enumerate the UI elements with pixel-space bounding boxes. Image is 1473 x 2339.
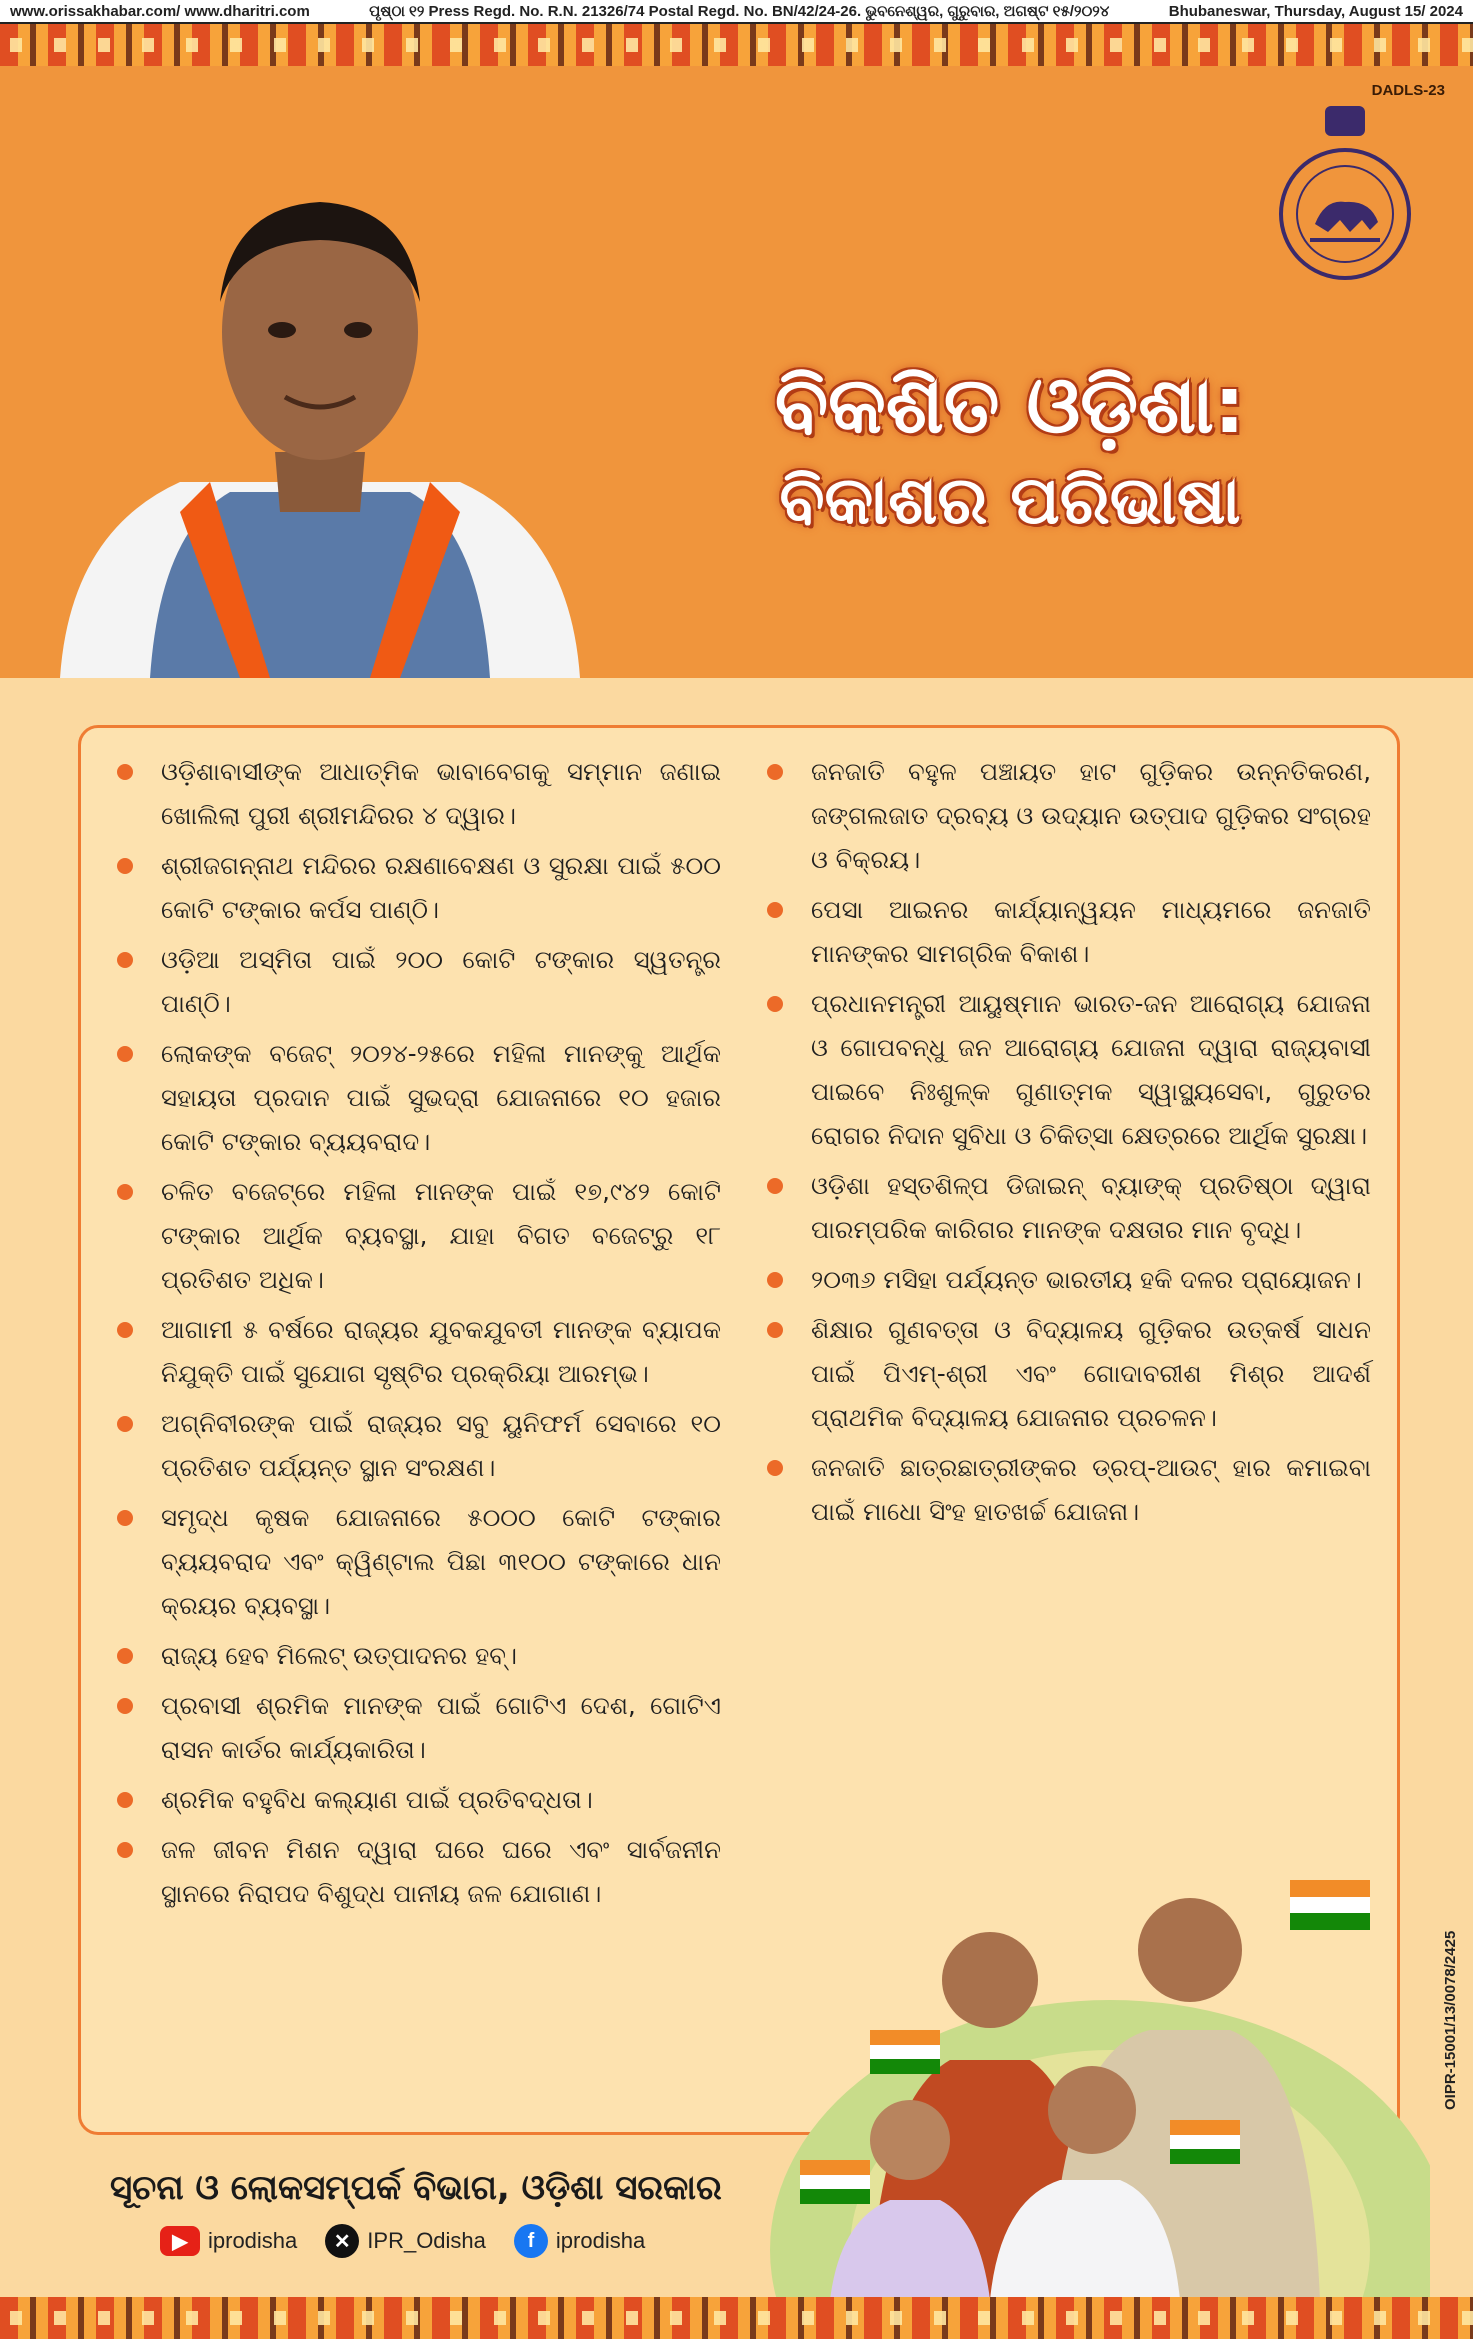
youtube-handle: iprodisha xyxy=(208,2228,298,2253)
bullet-point: ଅଗ୍ନିବୀରଙ୍କ ପାଇଁ ରାଜ୍ୟର ସବୁ ୟୁନିଫର୍ମ ସେବାରେ ୧୦ ପ୍ରତିଶତ ପର୍ଯ୍ୟନ୍ତ ସ୍ଥାନ ସଂରକ୍ଷଣ। xyxy=(111,1402,721,1490)
bullet-point: ଚଳିତ ବଜେଟ୍‌ରେ ମହିଳା ମାନଙ୍କ ପାଇଁ ୧୭,୯୪୨ କୋଟି ଟଙ୍କାର ଆର୍ଥିକ ବ୍ୟବସ୍ଥା, ଯାହା ବିଗତ ବଜେଟ୍‌ରୁ ୧୮ ପ୍ରତିଶତ ଅଧିକ। xyxy=(111,1170,721,1302)
bullet-point: ଜନଜାତି ଛାତ୍ରଛାତ୍ରୀଙ୍କର ଡ୍ରପ୍-ଆଉଟ୍ ହାର କମାଇବା ପାଇଁ ମାଧୋ ସିଂହ ହାତଖର୍ଚ୍ଚ ଯୋଜନା। xyxy=(761,1446,1371,1534)
social-handles xyxy=(160,2224,645,2258)
left-points-list xyxy=(111,750,721,1916)
bullet-point: ରାଜ୍ୟ ହେବ ମିଲେଟ୍ ଉତ୍ପାଦନର ହବ୍। xyxy=(111,1634,721,1678)
left-column xyxy=(111,750,721,1922)
decorative-border-bottom xyxy=(0,2297,1473,2339)
facebook-link[interactable] xyxy=(514,2224,645,2258)
bullet-point: ଓଡ଼ିଆ ଅସ୍ମିତା ପାଇଁ ୨୦୦ କୋଟି ଟଙ୍କାର ସ୍ୱତନ୍ତ୍ର ପାଣ୍ଠି। xyxy=(111,938,721,1026)
facebook-handle: iprodisha xyxy=(555,2228,646,2253)
flag-1 xyxy=(1290,1880,1370,1930)
flag-4 xyxy=(800,2160,870,2204)
bullet-point: ଓଡ଼ିଶା ହସ୍ତଶିଳ୍ପ ଡିଜାଇନ୍ ବ୍ୟାଙ୍କ୍ ପ୍ରତିଷ୍ଠା ଦ୍ୱାରା ପାରମ୍ପରିକ କାରିଗର ମାନଙ୍କ ଦକ୍ଷତାର ମାନ ବୃଦ୍ଧି। xyxy=(761,1164,1371,1252)
headline xyxy=(600,356,1420,546)
flag-2 xyxy=(870,2030,940,2074)
youtube-link[interactable] xyxy=(160,2226,297,2256)
bullet-point: ଜନଜାତି ବହୁଳ ପଞ୍ଚାୟତ ହାଟ ଗୁଡ଼ିକର ଉନ୍ନତିକରଣ, ଜଙ୍ଗଲଜାତ ଦ୍ରବ୍ୟ ଓ ଉଦ୍ୟାନ ଉତ୍ପାଦ ଗୁଡ଼ିକର ସଂଗ୍ରହ ଓ ବିକ୍ରୟ। xyxy=(761,750,1371,882)
bullet-point: ଶ୍ରୀଜଗନ୍ନାଥ ମନ୍ଦିରର ରକ୍ଷଣାବେକ୍ଷଣ ଓ ସୁରକ୍ଷା ପାଇଁ ୫୦୦ କୋଟି ଟଙ୍କାର କର୍ପସ ପାଣ୍ଠି। xyxy=(111,844,721,932)
masthead-date: Bhubaneswar, Thursday, August 15/ 2024 xyxy=(1168,2,1463,20)
right-column xyxy=(761,750,1371,1540)
bullet-point: ସମୃଦ୍ଧ କୃଷକ ଯୋଜନାରେ ୫୦୦୦ କୋଟି ଟଙ୍କାର ବ୍ୟୟବରାଦ ଏବଂ କ୍ୱିଣ୍ଟାଲ ପିଛା ୩୧୦୦ ଟଙ୍କାରେ ଧାନ କ୍ରୟର ବ୍ୟବସ୍ଥା। xyxy=(111,1496,721,1628)
bullet-point: ଶ୍ରମିକ ବହୁବିଧ କଲ୍ୟାଣ ପାଇଁ ପ୍ରତିବଦ୍ଧତା। xyxy=(111,1778,721,1822)
masthead-websites: www.orissakhabar.com/ www.dharitri.com xyxy=(10,2,310,20)
youtube-icon: ▶ xyxy=(160,2226,200,2256)
right-points-list xyxy=(761,750,1371,1534)
headline-line-2: ବିକାଶର ପରିଭାଷା xyxy=(779,462,1241,539)
family-with-flags-image xyxy=(770,1780,1430,2300)
x-handle: IPR_Odisha xyxy=(367,2228,486,2253)
bullet-point: ଶିକ୍ଷାର ଗୁଣବତ୍ତା ଓ ବିଦ୍ୟାଳୟ ଗୁଡ଼ିକର ଉତ୍କର୍ଷ ସାଧନ ପାଇଁ ପିଏମ୍-ଶ୍ରୀ ଏବଂ ଗୋଦାବରୀଶ ମିଶ୍ର ଆଦର୍ଶ ପ୍ରାଥମିକ ବିଦ୍ୟାଳୟ ଯୋଜନାର ପ୍ରଚଳନ। xyxy=(761,1308,1371,1440)
odisha-emblem-icon xyxy=(1270,104,1420,284)
bullet-point: ଓଡ଼ିଶାବାସୀଙ୍କ ଆଧାତ୍ମିକ ଭାବାବେଗକୁ ସମ୍ମାନ ଜଣାଇ ଖୋଲିଲା ପୁରୀ ଶ୍ରୀମନ୍ଦିରର ୪ ଦ୍ୱାର। xyxy=(111,750,721,838)
bullet-point: ଜଳ ଜୀବନ ମିଶନ ଦ୍ୱାରା ଘରେ ଘରେ ଏବଂ ସାର୍ବଜନୀନ ସ୍ଥାନରେ ନିରାପଦ ବିଶୁଦ୍ଧ ପାନୀୟ ଜଳ ଯୋଗାଣ। xyxy=(111,1828,721,1916)
x-link[interactable] xyxy=(325,2224,486,2258)
chief-minister-portrait xyxy=(60,152,580,678)
x-icon: ✕ xyxy=(325,2224,359,2258)
headline-line-1: ବିକଶିତ ଓଡ଼ିଶା: xyxy=(774,361,1246,451)
ad-code: DADLS-23 xyxy=(1371,82,1445,99)
decorative-border-top xyxy=(0,24,1473,66)
bullet-point: ପ୍ରଧାନମନ୍ତ୍ରୀ ଆୟୁଷ୍ମାନ ଭାରତ-ଜନ ଆରୋଗ୍ୟ ଯୋଜନା ଓ ଗୋପବନ୍ଧୁ ଜନ ଆରୋଗ୍ୟ ଯୋଜନା ଦ୍ୱାରା ରାଜ୍ୟବାସୀ ପାଇବେ ନିଃଶୁଳ୍କ ଗୁଣାତ୍ମକ ସ୍ୱାସ୍ଥ୍ୟସେବା, ଗୁରୁତର ରୋଗର ନିଦାନ ସୁବିଧା ଓ ଚିକିତ୍ସା କ୍ଷେତ୍ରରେ ଆର୍ଥିକ ସୁରକ୍ଷା। xyxy=(761,982,1371,1158)
bullet-point: ପ୍ରବାସୀ ଶ୍ରମିକ ମାନଙ୍କ ପାଇଁ ଗୋଟିଏ ଦେଶ, ଗୋଟିଏ ରାସନ କାର୍ଡର କାର୍ଯ୍ୟକାରିତା। xyxy=(111,1684,721,1772)
bullet-point: ୨୦୩୬ ମସିହା ପର୍ଯ୍ୟନ୍ତ ଭାରତୀୟ ହକି ଦଳର ପ୍ରାୟୋଜନ। xyxy=(761,1258,1371,1302)
masthead-registration: ପୃଷ୍ଠା ୧୨ Press Regd. No. R.N. 21326/74 Postal Regd. No. BN/42/24-26. ଭୁବନେଶ୍ୱର, ଗୁରୁବାର, ଅଗଷ୍ଟ ୧୫/୨୦୨୪ xyxy=(369,2,1110,20)
department-name: ସୂଚନା ଓ ଲୋକସମ୍ପର୍କ ବିଭାଗ, ଓଡ଼ିଶା ସରକାର xyxy=(110,2168,722,2208)
header-banner xyxy=(0,66,1473,678)
flag-3 xyxy=(1170,2120,1240,2164)
bullet-point: ଆଗାମୀ ୫ ବର୍ଷରେ ରାଜ୍ୟର ଯୁବକଯୁବତୀ ମାନଙ୍କ ବ୍ୟାପକ ନିଯୁକ୍ତି ପାଇଁ ସୁଯୋଗ ସୃଷ୍ଟିର ପ୍ରକ୍ରିୟା ଆରମ୍ଭ। xyxy=(111,1308,721,1396)
facebook-icon: f xyxy=(514,2224,548,2258)
bullet-point: ଲୋକଙ୍କ ବଜେଟ୍ ୨୦୨୪-୨୫ରେ ମହିଳା ମାନଙ୍କୁ ଆର୍ଥିକ ସହାୟତା ପ୍ରଦାନ ପାଇଁ ସୁଭଦ୍ରା ଯୋଜନାରେ ୧୦ ହଜାର କୋଟି ଟଙ୍କାର ବ୍ୟୟବରାଦ। xyxy=(111,1032,721,1164)
masthead-strip xyxy=(0,0,1473,24)
oipr-reference-code: OIPR-15001/13/0078/2425 xyxy=(1442,1930,1459,2110)
bullet-point: ପେସା ଆଇନର କାର୍ଯ୍ୟାନ୍ୱୟନ ମାଧ୍ୟମରେ ଜନଜାତି ମାନଙ୍କର ସାମଗ୍ରିକ ବିକାଶ। xyxy=(761,888,1371,976)
